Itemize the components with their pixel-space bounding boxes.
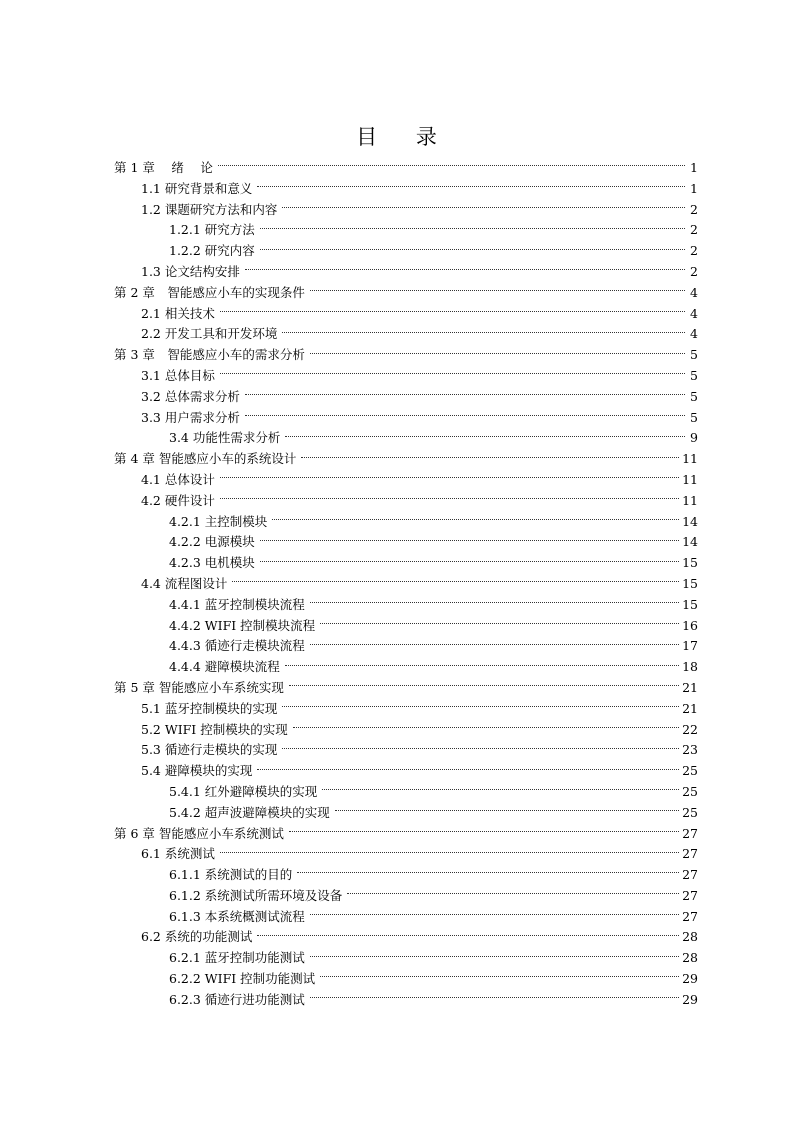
toc-entry[interactable] (114, 907, 698, 928)
toc-entry-label: 4.4.4 避障模块流程 (169, 659, 280, 675)
toc-entry-label: 6.2 系统的功能测试 (141, 929, 253, 945)
dot-leader (320, 975, 679, 977)
dot-leader (310, 913, 679, 915)
dot-leader (260, 227, 685, 229)
dot-leader (282, 705, 679, 707)
dot-leader (245, 414, 685, 416)
toc-entry-label: 5.2 WIFI 控制模块的实现 (141, 721, 288, 737)
toc-entry-label: 1.2 课题研究方法和内容 (141, 201, 278, 217)
toc-entry[interactable] (114, 574, 698, 595)
toc-entry-page-number: 29 (682, 971, 698, 987)
toc-entry-page-number: 16 (682, 617, 698, 633)
toc-entry-label: 5.4.2 超声波避障模块的实现 (169, 804, 330, 820)
toc-entry-page-number: 21 (682, 679, 698, 695)
toc-entry-label: 3.2 总体需求分析 (141, 388, 240, 404)
toc-entry[interactable] (114, 220, 698, 241)
toc-entry-label: 4.4.3 循迹行走模块流程 (169, 638, 305, 654)
dot-leader (220, 497, 679, 499)
toc-entry-label: 4.2.2 电源模块 (169, 534, 255, 550)
toc-entry-label: 3.1 总体目标 (141, 367, 215, 383)
toc-entry-label: 2.2 开发工具和开发环境 (141, 326, 278, 342)
toc-entry[interactable] (114, 761, 698, 782)
dot-leader (335, 809, 679, 811)
toc-entry-label: 1.2.2 研究内容 (169, 243, 255, 259)
dot-leader (289, 684, 679, 686)
toc-entry-page-number: 15 (682, 555, 698, 571)
toc-entry-label: 4.4.2 WIFI 控制模块流程 (169, 617, 316, 633)
toc-entry-label: 6.2.3 循迹行进功能测试 (169, 991, 305, 1007)
toc-entry-label: 4.2.1 主控制模块 (169, 513, 268, 529)
toc-entry-page-number: 25 (682, 783, 698, 799)
toc-entry-page-number: 11 (682, 451, 698, 467)
toc-entry-page-number: 22 (682, 721, 698, 737)
toc-entry-page-number: 4 (690, 326, 698, 342)
toc-entry-label: 5.1 蓝牙控制模块的实现 (141, 700, 278, 716)
dot-leader (260, 539, 679, 541)
toc-entry-label: 第 5 章 智能感应小车系统实现 (114, 679, 284, 695)
dot-leader (320, 622, 679, 624)
toc-entry[interactable] (114, 616, 698, 637)
dot-leader (272, 518, 679, 520)
toc-entry-label: 1.1 研究背景和意义 (141, 180, 253, 196)
dot-leader (257, 185, 685, 187)
dot-leader (257, 934, 679, 936)
dot-leader (260, 560, 679, 562)
toc-entry-label: 5.3 循迹行走模块的实现 (141, 742, 278, 758)
toc-entry[interactable] (114, 449, 698, 470)
toc-entry-page-number: 21 (682, 700, 698, 716)
toc-entry-page-number: 4 (690, 305, 698, 321)
toc-entry-page-number: 14 (682, 534, 698, 550)
toc-entry-page-number: 2 (690, 243, 698, 259)
toc-entry-page-number: 27 (682, 908, 698, 924)
toc-entry-label: 2.1 相关技术 (141, 305, 215, 321)
dot-leader (297, 871, 679, 873)
toc-entry-page-number: 23 (682, 742, 698, 758)
dot-leader (257, 768, 679, 770)
dot-leader (282, 747, 679, 749)
toc-entry[interactable] (114, 324, 698, 345)
toc-entry-label: 6.1 系统测试 (141, 846, 215, 862)
toc-entry[interactable] (114, 262, 698, 283)
toc-entry[interactable] (114, 948, 698, 969)
toc-entry[interactable] (114, 803, 698, 824)
toc-entry-page-number: 1 (690, 180, 698, 196)
toc-entry-page-number: 25 (682, 763, 698, 779)
table-of-contents (114, 158, 698, 1011)
toc-entry[interactable] (114, 179, 698, 200)
toc-entry-label: 第 4 章 智能感应小车的系统设计 (114, 451, 297, 467)
toc-entry-page-number: 5 (690, 367, 698, 383)
toc-entry-page-number: 27 (682, 846, 698, 862)
toc-entry[interactable] (114, 927, 698, 948)
toc-entry[interactable] (114, 553, 698, 574)
toc-entry[interactable] (114, 844, 698, 865)
dot-leader (218, 164, 685, 166)
toc-entry[interactable] (114, 283, 698, 304)
dot-leader (289, 830, 679, 832)
toc-entry-page-number: 15 (682, 575, 698, 591)
dot-leader (347, 892, 679, 894)
toc-entry[interactable] (114, 699, 698, 720)
dot-leader (220, 372, 685, 374)
toc-entry-label: 第 3 章 智能感应小车的需求分析 (114, 347, 305, 363)
dot-leader (285, 664, 679, 666)
toc-entry-page-number: 2 (690, 263, 698, 279)
toc-entry[interactable] (114, 865, 698, 886)
dot-leader (301, 456, 679, 458)
toc-entry[interactable] (114, 740, 698, 761)
toc-entry[interactable] (114, 886, 698, 907)
toc-entry-page-number: 28 (682, 950, 698, 966)
toc-entry[interactable] (114, 304, 698, 325)
toc-entry-label: 4.4 流程图设计 (141, 575, 228, 591)
toc-entry[interactable] (114, 200, 698, 221)
toc-entry-page-number: 5 (690, 388, 698, 404)
toc-entry[interactable] (114, 158, 698, 179)
toc-entry[interactable] (114, 428, 698, 449)
dot-leader (220, 476, 679, 478)
dot-leader (282, 331, 685, 333)
toc-entry[interactable] (114, 636, 698, 657)
toc-entry-page-number: 5 (690, 409, 698, 425)
toc-entry-label: 6.2.1 蓝牙控制功能测试 (169, 950, 305, 966)
toc-entry-page-number: 17 (682, 638, 698, 654)
dot-leader (260, 248, 685, 250)
toc-entry[interactable] (114, 782, 698, 803)
toc-entry-page-number: 14 (682, 513, 698, 529)
page-title: 目 录 (356, 125, 453, 149)
toc-entry-label: 1.2.1 研究方法 (169, 222, 255, 238)
toc-entry-page-number: 27 (682, 867, 698, 883)
toc-entry-label: 6.1.3 本系统概测试流程 (169, 908, 305, 924)
toc-entry[interactable] (114, 532, 698, 553)
toc-entry-label: 1.3 论文结构安排 (141, 263, 240, 279)
toc-entry-label: 4.2 硬件设计 (141, 492, 215, 508)
toc-entry[interactable] (114, 678, 698, 699)
toc-entry-label: 第 2 章 智能感应小车的实现条件 (114, 284, 305, 300)
toc-entry[interactable] (114, 366, 698, 387)
toc-entry-label: 4.2.3 电机模块 (169, 555, 255, 571)
toc-entry-label: 5.4 避障模块的实现 (141, 763, 253, 779)
toc-entry-page-number: 9 (690, 430, 698, 446)
toc-entry[interactable] (114, 990, 698, 1011)
toc-entry-page-number: 1 (690, 160, 698, 175)
toc-entry[interactable] (114, 512, 698, 533)
toc-entry-label: 6.2.2 WIFI 控制功能测试 (169, 971, 316, 987)
dot-leader (310, 352, 685, 354)
toc-entry-page-number: 25 (682, 804, 698, 820)
toc-entry[interactable] (114, 720, 698, 741)
dot-leader (293, 726, 679, 728)
toc-entry-label: 4.1 总体设计 (141, 471, 215, 487)
toc-entry-label: 第 1 章 绪 论 (114, 160, 213, 175)
toc-entry[interactable] (114, 408, 698, 429)
dot-leader (220, 310, 685, 312)
toc-entry-page-number: 5 (690, 347, 698, 363)
dot-leader (310, 996, 679, 998)
toc-entry-label: 6.1.1 系统测试的目的 (169, 867, 293, 883)
dot-leader (245, 268, 685, 270)
toc-entry[interactable] (114, 969, 698, 990)
toc-entry-label: 第 6 章 智能感应小车系统测试 (114, 825, 284, 841)
toc-entry-page-number: 15 (682, 596, 698, 612)
dot-leader (322, 788, 679, 790)
toc-entry[interactable] (114, 470, 698, 491)
toc-entry-page-number: 11 (682, 492, 698, 508)
toc-entry-label: 3.4 功能性需求分析 (169, 430, 281, 446)
dot-leader (245, 393, 685, 395)
toc-entry-page-number: 18 (682, 659, 698, 675)
dot-leader (310, 289, 685, 291)
toc-entry-page-number: 29 (682, 991, 698, 1007)
dot-leader (310, 601, 679, 603)
dot-leader (282, 206, 685, 208)
toc-entry[interactable] (114, 491, 698, 512)
toc-entry[interactable] (114, 824, 698, 845)
toc-entry-page-number: 27 (682, 825, 698, 841)
dot-leader (310, 955, 679, 957)
toc-entry-page-number: 4 (690, 284, 698, 300)
toc-entry-page-number: 2 (690, 222, 698, 238)
dot-leader (220, 851, 679, 853)
dot-leader (310, 643, 679, 645)
toc-entry[interactable] (114, 387, 698, 408)
dot-leader (285, 435, 685, 437)
toc-entry-page-number: 11 (682, 471, 698, 487)
toc-entry-label: 3.3 用户需求分析 (141, 409, 240, 425)
toc-entry[interactable] (114, 657, 698, 678)
toc-entry[interactable] (114, 345, 698, 366)
toc-entry-label: 6.1.2 系统测试所需环境及设备 (169, 887, 343, 903)
toc-entry-label: 4.4.1 蓝牙控制模块流程 (169, 596, 305, 612)
toc-entry[interactable] (114, 241, 698, 262)
toc-entry-label: 5.4.1 红外避障模块的实现 (169, 783, 318, 799)
toc-entry[interactable] (114, 595, 698, 616)
toc-entry-page-number: 2 (690, 201, 698, 217)
toc-entry-page-number: 28 (682, 929, 698, 945)
toc-entry-page-number: 27 (682, 887, 698, 903)
dot-leader (232, 580, 679, 582)
